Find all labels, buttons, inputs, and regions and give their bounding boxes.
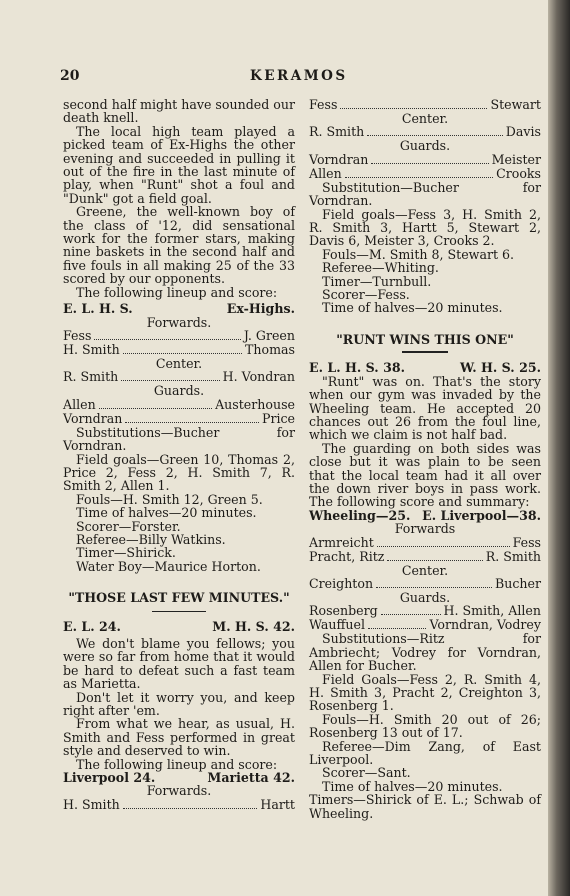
position-heading: Forwards. — [146, 314, 212, 330]
lineup-teams: Wheeling—25. E. Liverpool—38. — [309, 507, 541, 523]
lineup-row: Wauffuel Vorndran, Vodrey — [309, 617, 541, 633]
intro-paragraph: The local high team played a picked team of Ex-Highs the other evening and succeeded in pulling it out of the fire in the last minute of play, when "Runt" shot a foul and "Dunk" got a field goal. — [63, 123, 295, 206]
score-line: E. L. 24. M. H. S. 42. — [63, 618, 295, 634]
article-paragraph: From what we hear, as usual, H. Smith and Fess performed in great style and deserved to win. — [63, 716, 295, 759]
team-name: E. L. H. S. — [63, 301, 133, 317]
intro-paragraph: second half might have sounded our death knell. — [63, 97, 295, 126]
lineup-teams: Liverpool 24. Marietta 42. — [63, 770, 295, 786]
summary-line: Water Boy—Maurice Horton. — [76, 558, 261, 574]
article-title: "THOSE LAST FEW MINUTES." — [68, 590, 290, 606]
summary-line: Time of halves—20 minutes. — [76, 505, 257, 521]
summary-line: Timers—Shirick of E. L.; Schwab of Wheeling. — [309, 792, 541, 821]
lineup-row: Pracht, Ritz R. Smith — [309, 548, 541, 564]
summary-line: Time of halves—20 minutes. — [322, 778, 503, 794]
left-column — [63, 98, 295, 812]
article-paragraph: The following lineup and score: — [76, 756, 278, 772]
position-heading: Forwards — [394, 521, 456, 537]
summary-line: Timer—Shirick. — [76, 545, 176, 561]
lineup-teams — [63, 302, 295, 315]
lineup-row: Allen Crooks — [309, 165, 541, 181]
lineup-row: H. Smith Hartt — [63, 796, 295, 812]
article-paragraph: "Runt" was on. That's the story when our gym was invaded by the Wheeling team. He accepted 20 chances out 26 from the foul line, which we claim is not half bad. — [309, 373, 541, 443]
summary-line: Scorer—Forster. — [76, 518, 181, 534]
page-edge-shadow — [548, 0, 570, 896]
lineup-row: Fess Stewart — [309, 97, 541, 112]
summary-line: Substitutions—Bucher for Vorndran. — [63, 424, 295, 454]
article-paragraph: The guarding on both sides was close but it was plain to be seen that the local team had it all over the down river boys in pass work. The following score and summary: — [309, 440, 541, 510]
article-paragraph: Don't let it worry you, and keep right after 'em. — [63, 689, 295, 719]
summary-line: Scorer—Sant. — [322, 765, 411, 781]
summary-line: Timer—Turnbull. — [322, 273, 432, 289]
summary-line: Referee—Billy Watkins. — [76, 531, 226, 547]
summary-line: Referee—Dim Zang, of East Liverpool. — [309, 738, 541, 768]
intro-paragraph: The following lineup and score: — [76, 284, 278, 300]
summary-line: Fouls—M. Smith 8, Stewart 6. — [322, 246, 515, 262]
position-heading: Guards. — [399, 589, 451, 605]
position-heading: Guards. — [153, 383, 205, 399]
page-header — [60, 68, 540, 88]
score-line: E. L. H. S. 38. W. H. S. 25. — [309, 360, 541, 376]
article-title: "RUNT WINS THIS ONE" — [336, 331, 514, 347]
summary-line: Referee—Whiting. — [322, 260, 439, 276]
lineup-row: H. Smith Thomas — [63, 341, 295, 357]
position-heading: Center. — [401, 562, 449, 578]
title-rule — [152, 611, 206, 612]
lineup-row: Vorndran Price — [63, 410, 295, 426]
lineup-row: Fess J. Green — [63, 327, 295, 343]
lineup-row: R. Smith H. Vondran — [63, 369, 295, 385]
lineup-row: R. Smith Davis — [309, 124, 541, 140]
summary-line: Fouls—H. Smith 20 out of 26; Rosenberg 13 out of 17. — [309, 711, 541, 741]
lineup-row: Allen Austerhouse — [63, 396, 295, 412]
lineup-row: Armreicht Fess — [309, 534, 541, 550]
article-paragraph: We don't blame you fellows; you were so far from home that it would be hard to defeat such a fast team as Marietta. — [63, 636, 295, 692]
title-rule — [402, 351, 448, 353]
summary-line: Fouls—H. Smith 12, Green 5. — [76, 491, 263, 507]
summary-line: Scorer—Fess. — [322, 287, 410, 303]
summary-line: Substitution—Bucher for Vorndran. — [309, 179, 541, 209]
summary-line: Time of halves—20 minutes. — [322, 300, 503, 316]
lineup-row: Rosenberg H. Smith, Allen — [309, 603, 541, 619]
lineup-row: Vorndran Meister — [309, 151, 541, 167]
right-column — [309, 98, 541, 820]
position-heading: Guards. — [399, 138, 451, 154]
position-heading: Center. — [155, 355, 203, 371]
position-heading: Center. — [401, 111, 449, 126]
intro-paragraph: Greene, the well-known boy of the class of '12, did sensational work for the former stars, making nine baskets in the second half and five fouls in all making 25 of the 33 scored by our opponents. — [63, 204, 295, 287]
lineup-row: Creighton Bucher — [309, 575, 541, 591]
summary-line: Field Goals—Fess 2, R. Smith 4, H. Smith 3, Pracht 2, Creighton 3, Rosenberg 1. — [309, 671, 541, 714]
position-heading: Forwards. — [146, 783, 212, 799]
team-name: Ex-Highs. — [226, 301, 295, 317]
page-number: 20 — [60, 68, 80, 84]
magazine-title: KERAMOS — [250, 68, 348, 84]
summary-line: Field goals—Green 10, Thomas 2, Price 2, Fess 2, H. Smith 7, R. Smith 2, Allen 1. — [63, 451, 295, 494]
summary-line: Field goals—Fess 3, H. Smith 2, R. Smith 3, Hartt 5, Stewart 2, Davis 6, Meister 3, Crooks 2. — [309, 206, 541, 249]
summary-line: Substitutions—Ritz for Ambriecht; Vodrey for Vorndran, Allen for Bucher. — [309, 631, 541, 674]
